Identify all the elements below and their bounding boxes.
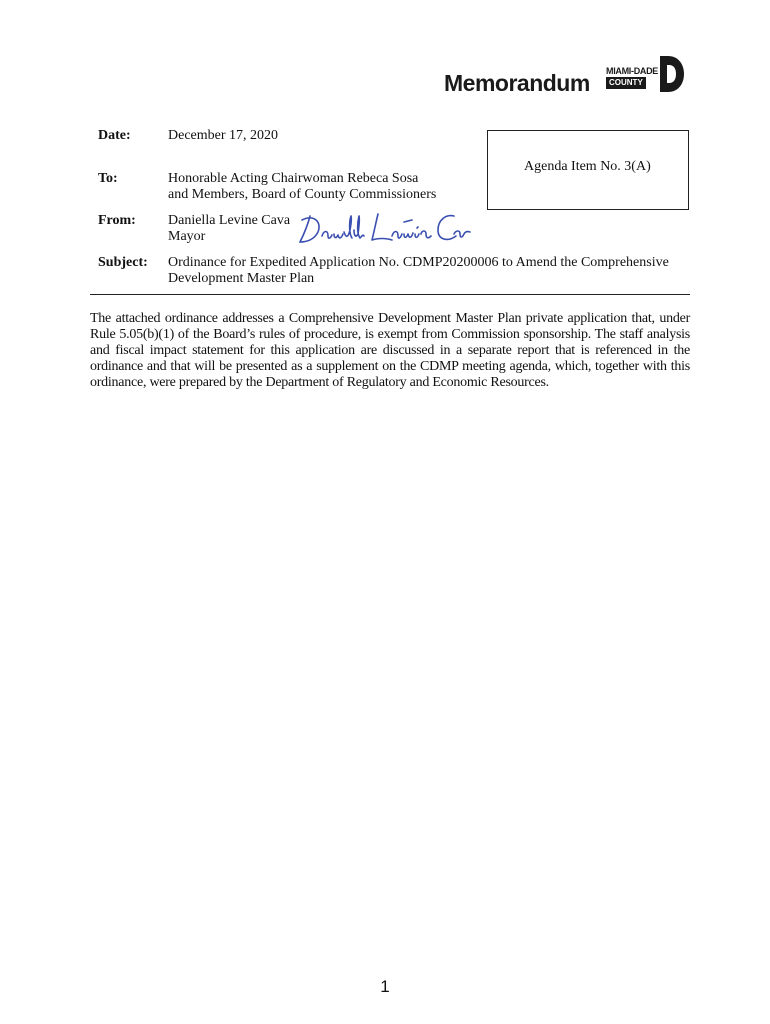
date-label: Date: — [98, 128, 131, 143]
to-line-1: Honorable Acting Chairwoman Rebeca Sosa — [168, 171, 419, 186]
page-title: Memorandum — [444, 69, 590, 96]
page-number: 1 — [380, 977, 390, 996]
header-divider — [90, 294, 690, 295]
memo-body-paragraph: The attached ordinance addresses a Comprehensive Development Master Plan private application that, under Rule 5.05(b)(1) of the Board’s rules of procedure, is exempt from Commission sponsorship. The staff analysis and fiscal impact statement for this application are discussed in a separate report that is referenced in the ordinance and that will be presented as a supplement on the CDMP meeting agenda, which, together with this ordinance, were prepared by the Department of Regulatory and Economic Resources. — [90, 311, 690, 390]
subject-line-1: Ordinance for Expedited Application No. CDMP20200006 to Amend the Comprehensive — [168, 255, 669, 270]
subject-line-2: Development Master Plan — [168, 271, 315, 286]
logo-line2: COUNTY — [606, 77, 646, 89]
subject-value — [168, 255, 669, 287]
to-label: To: — [98, 171, 118, 186]
subject-label: Subject: — [98, 255, 148, 270]
from-line-1: Daniella Levine Cava — [168, 213, 291, 228]
from-value — [168, 213, 290, 245]
to-value — [168, 171, 436, 203]
from-line-2: Mayor — [168, 229, 206, 244]
memo-header — [444, 58, 590, 98]
miami-dade-logo-icon — [658, 56, 684, 92]
to-line-2: and Members, Board of County Commissioners — [168, 187, 437, 202]
mayor-signature — [296, 208, 474, 250]
from-label: From: — [98, 213, 136, 228]
date-value: December 17, 2020 — [168, 128, 279, 143]
logo-line1: MIAMI-DADE — [606, 66, 658, 76]
agenda-item-number: Agenda Item No. 3(A) — [524, 159, 651, 174]
agenda-item-box — [487, 130, 689, 210]
miami-dade-logo — [606, 56, 684, 94]
